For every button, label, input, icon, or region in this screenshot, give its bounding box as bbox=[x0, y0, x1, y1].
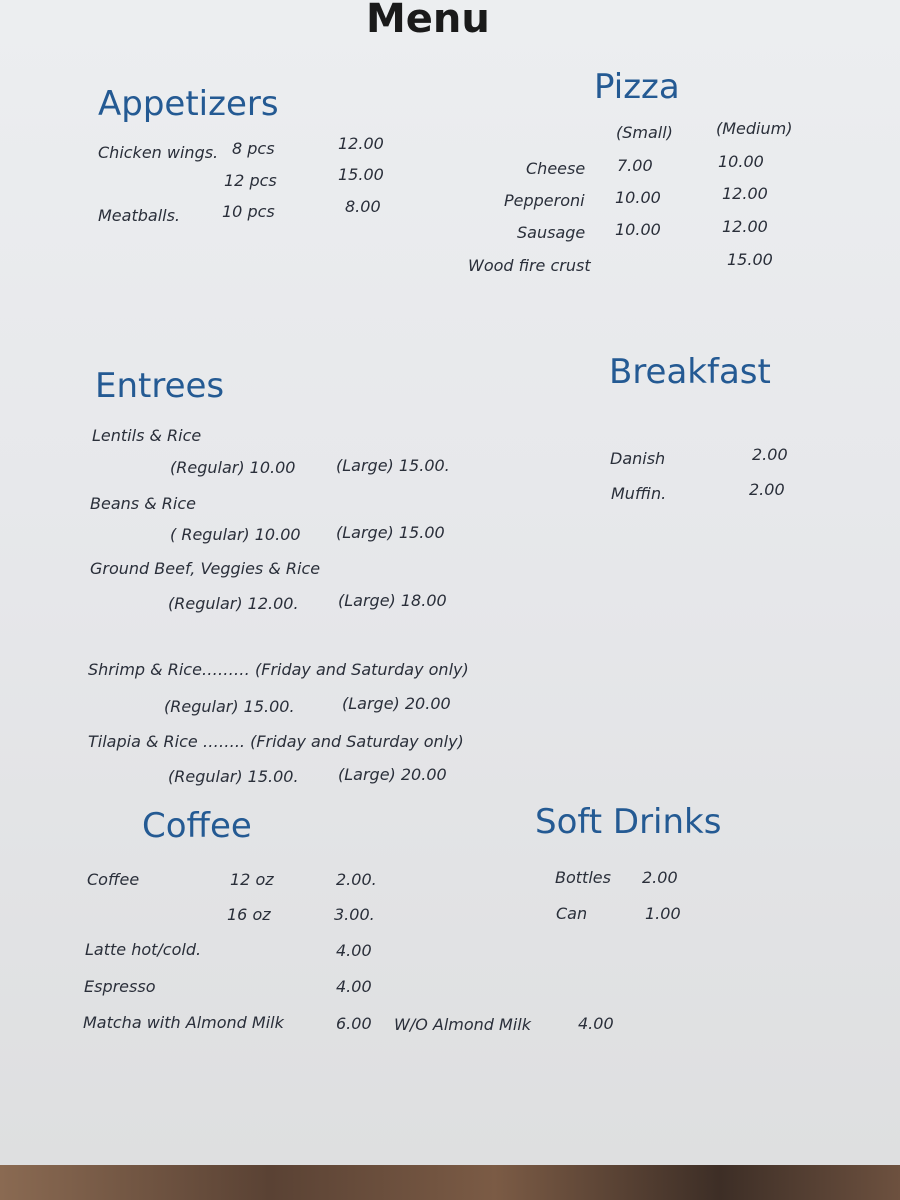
pizza-price-small: 10.00 bbox=[615, 220, 661, 239]
appetizers-heading: Appetizers bbox=[98, 84, 279, 124]
entree-large: (Large) 15.00. bbox=[336, 456, 450, 475]
soft-drink-name: Can bbox=[556, 904, 588, 923]
entree-regular: ( Regular) 10.00 bbox=[170, 525, 301, 544]
entree-name: Beans & Rice bbox=[90, 494, 196, 513]
appetizer-qty: 8 pcs bbox=[232, 139, 275, 158]
page-title: Menu bbox=[366, 0, 490, 42]
coffee-size: 12 oz bbox=[230, 870, 274, 889]
soft-drink-price: 1.00 bbox=[645, 904, 681, 923]
entree-regular: (Regular) 15.00. bbox=[168, 767, 299, 786]
pizza-price-medium: 15.00 bbox=[727, 250, 773, 269]
entree-name: Tilapia & Rice …….. (Friday and Saturday only) bbox=[88, 732, 464, 751]
pizza-name: Wood fire crust bbox=[468, 256, 591, 275]
coffee-heading: Coffee bbox=[142, 806, 252, 846]
appetizer-price: 12.00 bbox=[338, 134, 384, 153]
soft-drinks-heading: Soft Drinks bbox=[535, 802, 722, 842]
pizza-price-medium: 10.00 bbox=[718, 152, 764, 171]
pizza-heading: Pizza bbox=[594, 67, 680, 107]
entree-regular: (Regular) 10.00 bbox=[170, 458, 296, 477]
entree-regular: (Regular) 12.00. bbox=[168, 594, 299, 613]
entree-large: (Large) 20.00 bbox=[338, 765, 447, 784]
entree-large: (Large) 18.00 bbox=[338, 591, 447, 610]
coffee-price: 4.00 bbox=[336, 977, 372, 996]
coffee-name: Matcha with Almond Milk bbox=[83, 1013, 284, 1032]
pizza-price-medium: 12.00 bbox=[722, 184, 768, 203]
pizza-size-medium: (Medium) bbox=[716, 119, 793, 138]
entree-regular: (Regular) 15.00. bbox=[164, 697, 295, 716]
appetizer-price: 15.00 bbox=[338, 165, 384, 184]
soft-drink-name: Bottles bbox=[555, 868, 611, 887]
breakfast-name: Danish bbox=[610, 449, 666, 468]
pizza-price-medium: 12.00 bbox=[722, 217, 768, 236]
coffee-name: Latte hot/cold. bbox=[85, 940, 202, 959]
coffee-size: 16 oz bbox=[227, 905, 271, 924]
coffee-price: 3.00. bbox=[334, 905, 375, 924]
coffee-price: 2.00. bbox=[336, 870, 377, 889]
breakfast-price: 2.00 bbox=[749, 480, 785, 499]
coffee-price: 6.00 bbox=[336, 1014, 372, 1033]
pizza-name: Pepperoni bbox=[504, 191, 585, 210]
coffee-name: Espresso bbox=[84, 977, 156, 996]
appetizer-qty: 12 pcs bbox=[224, 171, 277, 190]
coffee-price: 4.00 bbox=[336, 941, 372, 960]
pizza-size-small: (Small) bbox=[616, 123, 673, 142]
soft-drink-price: 2.00 bbox=[642, 868, 678, 887]
entrees-heading: Entrees bbox=[95, 366, 225, 406]
appetizer-name: Chicken wings. bbox=[98, 143, 219, 162]
pizza-name: Sausage bbox=[517, 223, 586, 242]
coffee-alt-price: 4.00 bbox=[578, 1014, 614, 1033]
appetizer-price: 8.00 bbox=[345, 197, 381, 216]
entree-large: (Large) 15.00 bbox=[336, 523, 445, 542]
entree-name: Ground Beef, Veggies & Rice bbox=[90, 559, 321, 578]
appetizer-name: Meatballs. bbox=[98, 206, 180, 225]
breakfast-price: 2.00 bbox=[752, 445, 788, 464]
pizza-name: Cheese bbox=[526, 159, 586, 178]
breakfast-name: Muffin. bbox=[611, 484, 667, 503]
pizza-price-small: 10.00 bbox=[615, 188, 661, 207]
breakfast-heading: Breakfast bbox=[609, 352, 771, 392]
appetizer-qty: 10 pcs bbox=[222, 202, 275, 221]
entree-name: Shrimp & Rice……… (Friday and Saturday only) bbox=[88, 660, 469, 679]
table-surface bbox=[0, 1165, 900, 1200]
entree-large: (Large) 20.00 bbox=[342, 694, 451, 713]
entree-name: Lentils & Rice bbox=[92, 426, 202, 445]
coffee-alt-name: W/O Almond Milk bbox=[394, 1015, 531, 1034]
coffee-name: Coffee bbox=[87, 870, 140, 889]
pizza-price-small: 7.00 bbox=[617, 156, 653, 175]
